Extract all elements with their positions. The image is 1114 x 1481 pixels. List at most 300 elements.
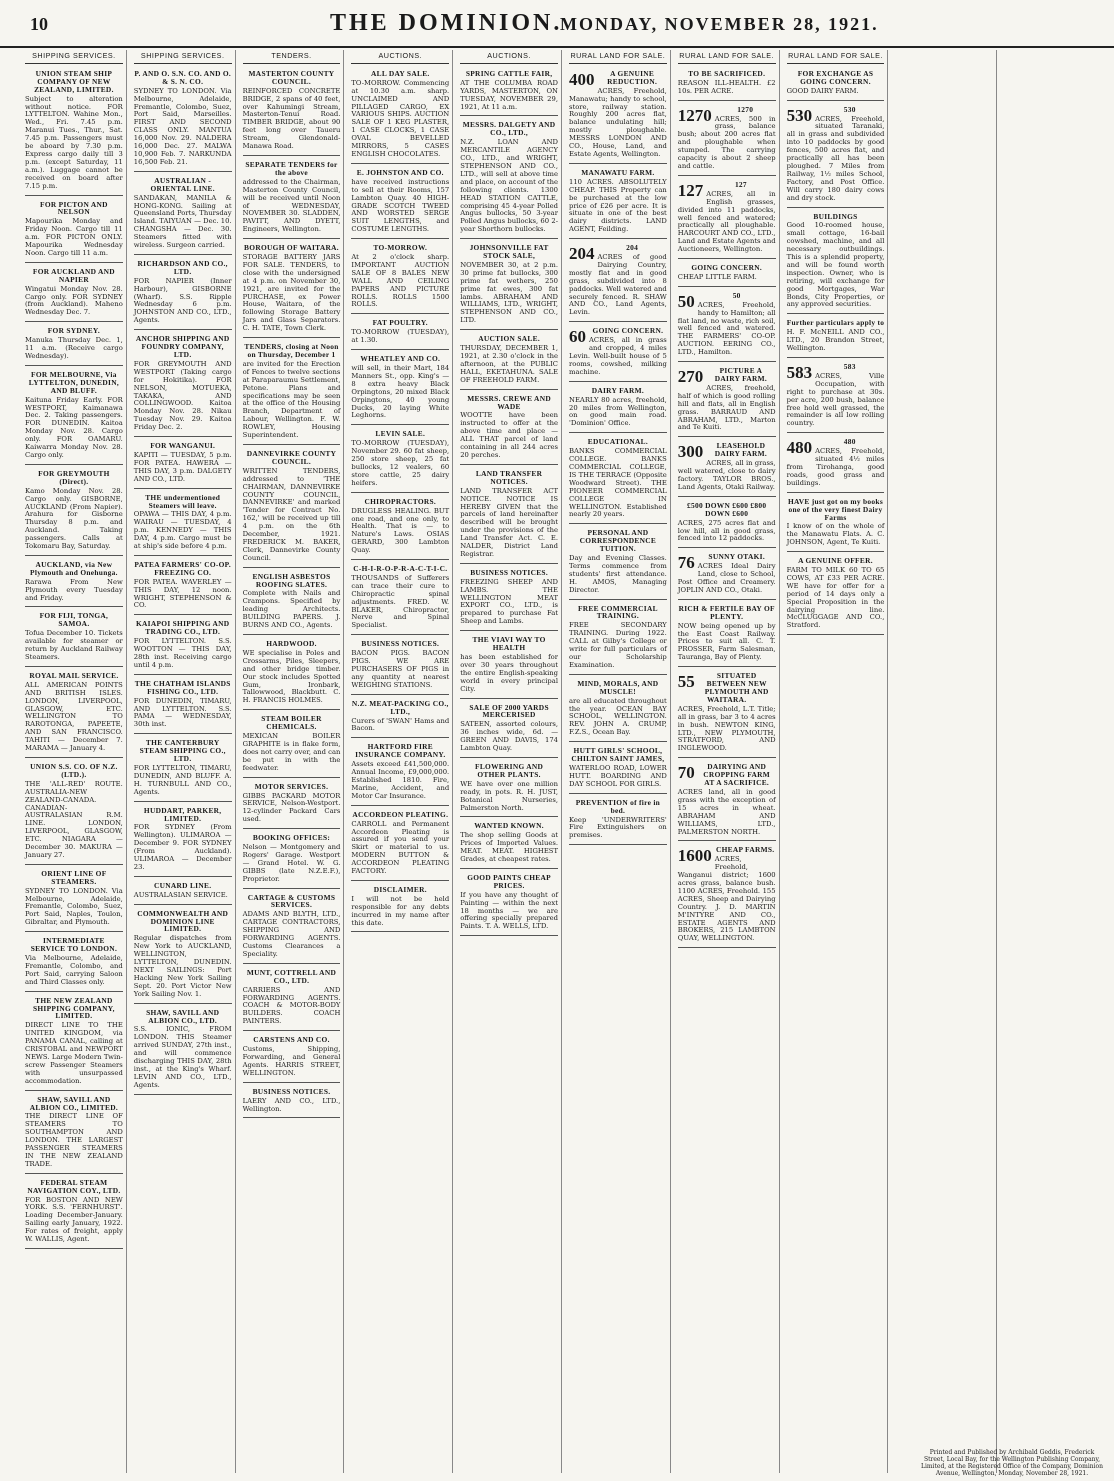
ad-body: Subject to alteration without notice. FOR LYTTELTON. Wahine Mon., Wed., Fri. 7.45 p.m. Maranui Tues., Thur., Sat. 7.45 p.m. Passengers must be aboard by 7.30 p.m. Express cargo daily till 3 p.m. (except Saturday, 11 a.m.). Luggage cannot be received on board after 7.15 p.m.: [25, 94, 123, 190]
ad-title: A GENUINE OFFER.: [798, 556, 873, 566]
advertisement: [351, 697, 449, 739]
ad-title: THE VIAVI WAY TO HEALTH: [472, 635, 546, 653]
ad-body: If you have any thought of Painting — within the next 18 months — we are offering specially prepared Paints. T. A. WELLS, LTD.: [460, 890, 558, 931]
ad-body: REASON ILL-HEALTH. £2 10s. PER ACRE.: [677, 78, 776, 95]
ad-title: COMMONWEALTH AND DOMINION LINE LIMITED.: [137, 908, 229, 934]
advertisement: [134, 804, 232, 877]
ad-title: CARSTENS AND CO.: [253, 1035, 330, 1045]
ad-title: ORIENT LINE OF STEAMERS.: [41, 868, 107, 886]
advertisement: [243, 241, 341, 338]
advertisement: [460, 633, 558, 698]
advertisement: [243, 712, 341, 777]
ad-title: LAND TRANSFER NOTICES.: [475, 468, 543, 486]
ad-lead-number: 583: [786, 363, 813, 382]
ad-title: 480: [843, 437, 856, 447]
issue-date: MONDAY, NOVEMBER 28, 1921.: [560, 14, 879, 34]
advertisement: [460, 118, 558, 239]
ad-body: Curers of 'SWAN' Hams and Bacon.: [351, 716, 450, 733]
advertisement: [460, 566, 558, 631]
advertisement: [243, 1085, 341, 1119]
advertisement: [243, 831, 341, 888]
ad-body: Mapourika Monday and Friday Noon. Cargo till 11 a.m. FOR PICTON ONLY. Mapourika Wednesday Noon. Cargo till 11 a.m.: [25, 217, 123, 257]
column-heading: TENDERS.: [243, 50, 341, 64]
ad-body: I will not be held responsible for any debts incurred in my name after this date.: [351, 894, 450, 927]
advertisement: [569, 67, 667, 164]
ad-title: TO BE SACRIFICED.: [688, 68, 766, 78]
advertisement: [678, 550, 776, 600]
advertisement: [351, 427, 449, 492]
ad-title: GOING CONCERN.: [691, 263, 763, 273]
advertisement: [569, 435, 667, 524]
ad-title: CHIROPRACTORS.: [364, 496, 437, 506]
ad-title: PREVENTION of fire in bed.: [575, 797, 661, 815]
advertisement: [460, 467, 558, 564]
ad-body: addressed to the Chairman, Masterton County Council, will be received until Noon of WEDNESDAY, NOVEMBER 30. SLADDEN, PAVITT, AND DYETT, Engineers, Wellington.: [242, 177, 341, 234]
ad-title: BUSINESS NOTICES.: [361, 639, 440, 649]
newspaper-title: THE DOMINION.: [330, 10, 563, 36]
advertisement: [460, 241, 558, 330]
ad-title: LEVIN SALE.: [375, 429, 426, 439]
ad-body: TO-MORROW. Commencing at 10.30 a.m. sharp. UNCLAIMED AND PILLAGED CARGO, EX VARIOUS SHIPS. AUCTION SALE OF 1 KEG PLASTER, 1 CASE CLOCKS, 1 CASE OVAL BEVELLED MIRRORS, 5 CASES ENGLISH CHOCOLATES.: [351, 78, 450, 158]
ad-body: THOUSANDS of Sufferers can trace their cure to Chiropractic spinal adjustments. FRED. W. BLAKER, Chiropractor, Nerve and Spinal Specialist.: [351, 573, 450, 630]
ad-title: JOHNSONVILLE FAT STOCK SALE,: [469, 243, 549, 261]
ad-body: BANKS COMMERCIAL COLLEGE. BANKS COMMERCIAL COLLEGE, IS THE TERRACE (Opposite Woodward Street). THE PIONEER COMMERCIAL COLLEGE IN WELLINGTON. Established nearly 20 years.: [569, 447, 667, 519]
advertisement: [25, 760, 123, 865]
ad-body: NEARLY 80 acres, freehold, 20 miles from Wellington, on good main road. 'Dominion' Office.: [569, 395, 667, 428]
advertisement: [25, 669, 123, 758]
column-heading: AUCTIONS.: [351, 50, 449, 64]
advertisement: [134, 491, 232, 556]
ad-body: FOR GREYMOUTH AND WESTPORT (Taking cargo for Hokitika). FOR NELSON, MOTUEKA, TAKAKA, AND COLLINGWOOD. Kaitoa Monday Nov. 28. Nikau Tuesday Nov. 29. Kaitoa Friday Dec. 2.: [133, 359, 232, 432]
advertisement: [569, 744, 667, 794]
ad-body: REINFORCED CONCRETE BRIDGE, 2 spans of 40 feet, over Kahumingi Stream, Masterton-Tenui Road. TIMBER BRIDGE, about 90 feet long over Taueru Stream, Glendonald-Manawa Road.: [242, 86, 341, 151]
ad-title: CARTAGE & CUSTOMS SERVICES.: [247, 892, 336, 910]
ad-title: MIND, MORALS, AND MUSCLE!: [577, 678, 659, 696]
ad-body: THE DIRECT LINE OF STEAMERS TO SOUTHAMPTON AND LONDON. THE LARGEST PASSENGER STEAMERS IN THE NEW ZEALAND TRADE.: [25, 1112, 123, 1168]
ad-body: Wingatui Monday Nov. 28. Cargo only. FOR SYDNEY (from Auckland). Maheno Wednesday Dec. 7.: [25, 284, 123, 317]
advertisement: [678, 103, 776, 176]
advertisement: [25, 368, 123, 465]
ad-title: 530: [843, 104, 856, 114]
ad-lead-number: 60: [569, 327, 586, 347]
printer-imprint: Printed and Published by Archibald Geddis, Frederick Street, Local Bay, for the Wellington Publishing Company, Limited, at the Registered Office of the Company, Dominion Avenue, Wellington, Monday, November 28, 1921.: [920, 1449, 1104, 1477]
advertisement: [134, 1006, 232, 1095]
ad-title: N.Z. MEAT-PACKING CO., LTD.,: [351, 698, 449, 716]
ad-lead-number: 204: [569, 244, 595, 264]
column-7: [675, 50, 780, 1473]
ad-body: BACON PIGS. BACON PIGS. WE ARE PURCHASERS OF PIGS in any quantity at nearest WEIGHING STATIONS.: [351, 649, 450, 689]
ad-body: GIBBS PACKARD MOTOR SERVICE, Nelson-Westport. 12-cylinder Packard Cars used.: [242, 791, 341, 824]
advertisement: [25, 994, 123, 1091]
ad-title: HARDWOOD.: [266, 639, 317, 648]
ad-title: SHAW, SAVILL AND ALBION CO., LIMITED.: [29, 1094, 119, 1112]
ad-title: MESSRS. DALGETY AND CO., LTD.,: [462, 120, 556, 138]
advertisement: [351, 808, 449, 881]
ad-body: ACRES, Ville Occupation, with right to purchase at 30s. per acre, 200 bush, balance free hold well grassed, the remainder is all low rolling country.: [786, 371, 885, 428]
ad-lead-number: 270: [677, 367, 704, 387]
ad-title: WHEATLEY AND CO.: [360, 354, 441, 364]
ad-lead-number: 400: [569, 69, 595, 89]
ad-title: HARTFORD FIRE INSURANCE COMPANY.: [355, 742, 446, 760]
advertisement: [25, 265, 123, 322]
ad-title: INTERMEDIATE SERVICE TO LONDON.: [30, 936, 118, 954]
ad-title: MASTERTON COUNTY COUNCIL.: [248, 68, 335, 86]
ad-body: Day and Evening Classes. Terms commence from students' first attendance. H. AMOS, Managing Director.: [569, 554, 667, 594]
advertisement: [25, 558, 123, 608]
ad-title: FOR EXCHANGE AS GOING CONCERN.: [797, 68, 874, 86]
ad-body: Manuka Thursday Dec. 1, 11 a.m. (Receive cargo Wednesday).: [25, 336, 123, 360]
ad-body: ACRES, 500 in grass, balance bush; about 200 acres flat and ploughable when stumped. The carrying capacity is about 2 sheep and cattle.: [677, 114, 776, 170]
advertisement: [460, 392, 558, 465]
advertisement: [243, 637, 341, 710]
advertisement: [134, 879, 232, 905]
ad-lead-number: 300: [677, 442, 704, 462]
ad-title: FAT POULTRY.: [372, 318, 428, 328]
ad-body: S.S. IONIC, FROM LONDON. THIS Steamer arrived SUNDAY, 27th inst., and will commence discharging THIS DAY, 28th inst., at the King's Wharf. LEVIN AND CO., LTD., Agents.: [133, 1025, 232, 1089]
ad-title: FOR SYDNEY.: [47, 326, 101, 336]
ad-title: HAVE just got on my books one of the very finest Dairy Farms: [787, 496, 884, 522]
column-heading: RURAL LAND FOR SALE.: [678, 50, 776, 64]
advertisement: [787, 360, 885, 433]
ad-body: FREE SECONDARY TRAINING. During 1922. CALL at Gilby's College or write for full particulars of our Scholarship Examination.: [569, 621, 667, 669]
ad-title: MUNT, COTTRELL AND CO., LTD.: [246, 967, 337, 985]
ad-body: NOW being opened up by the East Coast Railway. Prices to suit all. C. T. PROSSER, Farm Salesman, Tauranga, Bay of Plenty.: [677, 621, 776, 662]
ad-body: H. F. McNEILL AND CO., LTD., 20 Brandon Street, Wellington.: [786, 328, 885, 353]
ad-body: are invited for the Erection of Fences to twelve sections at Paraparaumu Settlement, Petone. Plans and specifications may be seen at the office of the Housing Branch, Department of Labour, Wellington. F. W. ROWLEY, Housing Superintendent.: [242, 359, 341, 440]
column-heading: SHIPPING SERVICES.: [134, 50, 232, 64]
advertisement: [25, 1176, 123, 1249]
ad-body: will sell, in their Mart, 184 Manners St., opp. King's — 8 extra heavy Black Orpingtons, 20 mixed Black Orpingtons, 40 young Ducks, 20 laying White Leghorns.: [351, 364, 450, 420]
advertisement: [351, 740, 449, 805]
advertisement: [678, 178, 776, 259]
advertisement: [243, 966, 341, 1031]
ad-title: LEASEHOLD DAIRY FARM.: [714, 441, 768, 459]
advertisement: [787, 554, 885, 635]
ad-lead-number: 70: [677, 763, 695, 783]
ad-body: Customs, Shipping, Forwarding, and General Agents. HARRIS STREET, WELLINGTON.: [242, 1045, 341, 1077]
advertisement: [25, 867, 123, 932]
ad-title: UNION S.S. CO. OF N.Z. (LTD.).: [30, 761, 118, 779]
advertisement: [787, 103, 885, 208]
ad-title: GOOD PAINTS CHEAP PRICES.: [467, 872, 551, 890]
ad-lead-number: 50: [677, 291, 695, 311]
ad-body: At 2 o'clock sharp. IMPORTANT AUCTION SALE OF 8 BALES NEW WALL AND CEILING PAPERS AND PICTURE ROLLS. ROLLS 1500 ROLLS.: [351, 253, 450, 309]
ad-title: SITUATED BETWEEN NEW PLYMOUTH AND WAITARA.: [704, 671, 769, 704]
ad-title: TO-MORROW.: [373, 243, 428, 253]
ad-title: FREE COMMERCIAL TRAINING.: [577, 603, 658, 621]
ad-body: ACRES, all in English grasses, divided into 11 paddocks, well fenced and watered; practically all ploughable. HARCOURT AND CO., LTD., Land and Estate Agents and Auctioneers, Wellington.: [677, 189, 776, 254]
advertisement: [678, 843, 776, 948]
ad-lead-number: 1600: [677, 846, 712, 866]
ad-title: FEDERAL STEAM NAVIGATION COY., LTD.: [27, 1177, 121, 1195]
advertisement: [134, 907, 232, 1004]
ad-lead-number: 127: [677, 180, 704, 200]
advertisement: [787, 67, 885, 101]
ad-body: have received instructions to sell at their Rooms, 157 Lambton Quay. 40 HIGH-GRADE SCOTCH TWEED AND WORSTED SERGE SUIT LENGTHS, and COSTUME LENGTHS.: [351, 177, 450, 234]
ad-title: SHAW, SAVILL AND ALBION CO., LTD.: [146, 1007, 220, 1025]
column-9: [892, 50, 997, 1473]
column-heading: AUCTIONS.: [460, 50, 558, 64]
ad-body: THE 'ALL-RED' ROUTE. AUSTRALIA-NEW ZEALAND-CANADA. CANADIAN-AUSTRALASIAN R.M. LINE. LONDON, LIVERPOOL, GLASGOW, ETC. NIAGARA — December 30. MAKURA — January 27.: [25, 779, 123, 859]
advertisement: [460, 332, 558, 389]
ad-title: 127: [734, 179, 747, 189]
advertisement: [25, 609, 123, 666]
ad-body: ACRES, 275 acres flat and low hill, all in good grass, fenced into 12 paddocks.: [677, 518, 776, 543]
advertisement: [678, 364, 776, 437]
advertisement: [351, 316, 449, 350]
ad-body: STORAGE BATTERY JARS FOR SALE. TENDERS, to close with the undersigned at 4 p.m. on November 30, 1921, are invited for the PURCHASE, ex Power House, Waitara, of the following Storage Battery Jars and Glass Separators. C. H. TATE, Town Clerk.: [242, 253, 341, 333]
advertisement: [678, 602, 776, 667]
ad-title: HUTT GIRLS' SCHOOL, CHILTON SAINT JAMES,: [571, 746, 665, 764]
ad-body: KAPITI — TUESDAY, 5 p.m. FOR PATEA. HAWERA — THIS DAY, 3 p.m. DALGETY AND CO., LTD.: [133, 450, 232, 483]
ad-title: FOR WANGANUI.: [150, 441, 216, 451]
ad-title: MOTOR SERVICES.: [254, 781, 329, 791]
ad-title: A GENUINE REDUCTION.: [607, 68, 658, 86]
ad-body: WRITTEN TENDERS, addressed to 'THE CHAIRMAN, DANNEVIRKE COUNTY COUNCIL, DANNEVIRKE' and marked 'Tender for Contract No. 162,' will be received up till 4 p.m. on the 6th December, 1921. FREDERICK M. BAKER, Clerk, Dannevirke County Council.: [242, 466, 341, 562]
ad-body: FOR PATEA. WAVERLEY — THIS DAY, 12 noon. WRIGHT, STEPHENSON & CO.: [133, 577, 232, 610]
ad-title: 204: [626, 243, 639, 253]
ad-body: FARM TO MILK 60 TO 65 COWS, AT £33 PER ACRE. WE have for offer for a period of 14 days only a Special Proposition in the dairying line. McCLUGGAGE AND CO., Stratford.: [786, 566, 885, 630]
column-heading: RURAL LAND FOR SALE.: [787, 50, 885, 64]
ad-title: SUNNY OTAKI.: [708, 552, 765, 562]
ad-title: SEPARATE TENDERS for the above: [245, 159, 338, 177]
advertisement: [569, 602, 667, 675]
ad-body: ADAMS AND BLYTH, LTD., CARTAGE CONTRACTORS, SHIPPING AND FORWARDING AGENTS. Customs Clearances a Speciality.: [242, 910, 341, 958]
ad-body: 110 ACRES. ABSOLUTELY CHEAP. THIS Property can be purchased at the low price of £26 per acre. It is situate in one of the best dairy districts. LAND AGENT, Feilding.: [569, 177, 667, 234]
advertisement: [787, 316, 885, 358]
ad-title: MESSRS. CREWE AND WADE: [467, 393, 551, 411]
ad-title: SPRING CATTLE FAIR,: [465, 68, 553, 78]
column-3: [240, 50, 345, 1473]
ad-body: has been established for over 30 years throughout the entire English-speaking world in every principal City.: [460, 653, 558, 693]
ad-body: NOVEMBER 30, at 2 p.m. 30 prime fat bullocks, 300 prime fat wethers, 250 prime fat ewes, 300 fat lambs. ABRAHAM AND WILLIAMS, LTD., WRIGHT, STEPHENSON AND CO., LTD.: [460, 260, 558, 325]
ad-body: DIRECT LINE TO THE UNITED KINGDOM, via PANAMA CANAL, calling at CRISTOBAL and NEWPORT NEWS. Large Modern Twin-screw Passenger Steamers with unsurpassed accommodation.: [25, 1021, 123, 1085]
advertisement: [351, 562, 449, 635]
ad-body: Via Melbourne, Adelaide, Fremantle, Colombo, and Port Said, carrying Saloon and Third Classes only.: [25, 954, 123, 986]
advertisement: [569, 241, 667, 322]
advertisement: [460, 760, 558, 817]
advertisement: [569, 166, 667, 239]
ad-body: GOOD DAIRY FARM.: [786, 86, 859, 95]
ad-body: LAERY AND CO., LTD., Wellington.: [242, 1096, 341, 1113]
advertisement: [134, 67, 232, 172]
masthead: [0, 0, 1114, 48]
advertisement: [25, 67, 123, 196]
ad-body: FOR DUNEDIN, TIMARU, AND LYTTELTON. S.S. PAMA — WEDNESDAY, 30th inst.: [133, 696, 232, 729]
ad-title: AUCTION SALE.: [478, 334, 540, 344]
advertisement: [678, 499, 776, 549]
advertisement: [678, 261, 776, 287]
ad-body: OPAWA — THIS DAY, 4 p.m. WAIRAU — TUESDAY, 4 p.m. KENNEDY — THIS DAY, 4 p.m. Cargo must be at ship's side before 4 p.m.: [133, 510, 232, 551]
ad-body: CHEAP LITTLE FARM.: [677, 272, 757, 281]
ad-lead-number: 1270: [677, 105, 712, 125]
advertisement: [569, 526, 667, 599]
ad-body: TO-MORROW (TUESDAY), at 1.30.: [351, 328, 450, 345]
advertisement: [243, 780, 341, 830]
ad-title: EDUCATIONAL.: [587, 437, 649, 447]
advertisement: [243, 158, 341, 239]
column-6: [566, 50, 671, 1473]
ad-title: Further particulars apply to: [786, 318, 885, 328]
ad-title: BUSINESS NOTICES.: [470, 567, 548, 577]
ad-title: PERSONAL AND CORRESPONDENCE TUITION.: [579, 528, 657, 554]
ad-title: ACCORDEON PLEATING.: [352, 809, 449, 819]
ad-title: 1270: [737, 104, 754, 114]
ad-body: Complete with Nails and Crampons. Specified by leading Architects. BUILDING PAPERS. J. BURNS AND CO., Agents.: [242, 589, 341, 630]
advertisement: [134, 257, 232, 330]
advertisement: [678, 289, 776, 362]
advertisement: [569, 796, 667, 846]
ad-body: Assets exceed £41,500,000. Annual Income, £9,000,000. Established 1810. Fire, Marine, Accident, and Motor Car Insurance.: [351, 760, 450, 800]
ad-body: AUSTRALASIAN SERVICE.: [133, 890, 228, 899]
advertisement: [351, 883, 449, 933]
ad-title: PATEA FARMERS' CO-OP. FREEZING CO.: [134, 559, 231, 577]
advertisement: [243, 1033, 341, 1083]
advertisement: [243, 340, 341, 445]
advertisement: [134, 736, 232, 801]
ad-body: Kamo Monday Nov. 28. Cargo only. GISBORNE, AUCKLAND (From Napier). Arahura for Gisborne Thursday 8 p.m. and Auckland. Taking passengers. Calls at Tokomaru Bay, Saturday.: [25, 486, 123, 551]
ad-body: N.Z. LOAN AND MERCANTILE AGENCY CO., LTD., and WRIGHT, STEPHENSON AND CO., LTD., will sell at above time and place, on account of the following clients. 1300 HEAD STATION CATTLE, comprising 45 4-year Polled Angus bullocks, 50 3-year Polled Angus bullocks, 60 2-year Shorthorn bullocks.: [460, 138, 558, 234]
advertisement: [25, 324, 123, 366]
ad-title: DISCLAIMER.: [373, 884, 427, 894]
ad-body: SYDNEY TO LONDON. Via Melbourne, Adelaide, Fremantle, Colombo, Suez, Port Said, Naples, Toulon, Gibraltar, and Plymouth.: [25, 886, 123, 927]
advertisement: [351, 352, 449, 425]
ad-title: 583: [843, 362, 856, 371]
ad-body: Kaituna Friday Early. FOR WESTPORT, Kaimanawa Dec. 2. Taking passengers. FOR DUNEDIN. Kaitoa Monday Nov. 28. Cargo only. FOR OAMARU. Kaiwarra Monday Nov. 28. Cargo only.: [25, 395, 123, 459]
advertisement: [134, 677, 232, 734]
ad-title: FOR MELBOURNE, Via LYTTELTON, DUNEDIN, AND BLUFF.: [28, 369, 120, 395]
advertisement: [25, 467, 123, 556]
ad-body: ACRES, all in grass, well watered, close to dairy factory. TAYLOR BROS., Land Agents, Otaki Railway.: [677, 459, 776, 491]
ad-title: ANCHOR SHIPPING AND FOUNDRY COMPANY, LTD.: [135, 334, 230, 359]
advertisement: [134, 332, 232, 437]
advertisement: [351, 495, 449, 560]
ad-title: RICH & FERTILE BAY OF PLENTY.: [678, 603, 775, 621]
ad-title: TENDERS, closing at Noon on Thursday, December 1: [244, 342, 339, 359]
ad-title: STEAM BOILER CHEMICALS.: [261, 714, 322, 732]
advertisement: [134, 558, 232, 615]
ad-title: SALE OF 2000 YARDS MERCERISED: [469, 702, 549, 720]
ad-title: C-H-I-R-O-P-R-A-C-T-I-C.: [353, 564, 448, 574]
ad-body: ACRES, freehold, half of which is good rolling hill and flats, all in English grass. BARRAUD AND ABRAHAM, LTD., Marton and Te Kuiti.: [677, 383, 776, 432]
advertisement: [678, 760, 776, 841]
column-heading: SHIPPING SERVICES.: [25, 50, 123, 64]
advertisement: [569, 324, 667, 381]
ad-title: £500 DOWN £600 £800 DOWN £600: [686, 500, 767, 518]
ad-body: CARROLL and Permanent Accordeon Pleating is assured if you send your Skirt or material to us. MODERN BUTTON & ACCORDEON PLEATING FACTORY.: [351, 819, 450, 876]
ad-title: BUSINESS NOTICES.: [252, 1086, 331, 1096]
ad-body: MEXICAN BOILER GRAPHITE is in flake form, does not carry over, and can be put in with the feedwater.: [242, 732, 341, 772]
ad-body: FOR BOSTON AND NEW YORK. S.S. 'FERNHURST'. Loading December-January. Sailing early January, 1922. For rates of freight, apply W. WALLIS, Agent.: [25, 1195, 123, 1244]
advertisement: [25, 1093, 123, 1174]
ad-title: THE NEW ZEALAND SHIPPING COMPANY, LIMITED.: [32, 995, 115, 1021]
advertisement: [569, 677, 667, 742]
ad-title: CHEAP FARMS.: [715, 845, 775, 855]
column-heading: RURAL LAND FOR SALE.: [569, 50, 667, 64]
ad-title: FOR PICTON AND NELSON: [40, 199, 108, 217]
advertisement: [351, 166, 449, 239]
ad-title: GOING CONCERN.: [592, 326, 664, 336]
ad-title: CUNARD LINE.: [153, 880, 212, 890]
ad-body: Nelson — Montgomery and Rogers' Garage. Westport — Grand Hotel. W. G. GIBBS (late N.Z.E.F.), Proprietor.: [242, 843, 341, 883]
ad-body: Rarawa From New Plymouth every Tuesday and Friday.: [25, 577, 123, 602]
ad-body: Good 10-roomed house, small cottage, 16-bail cowshed, machine, and all necessary outbuildings. This is a splendid property, and will be found worth inspection. Owner, who is retiring, will exchange for good Mortgages, War Bonds, City Properties, or any approved securities.: [786, 221, 885, 309]
ad-body: ACRES, Freehold, situated Taranaki, all in grass and subdivided into 10 paddocks by good fences, 500 acres flat, and practically all has been ploughed. 7 Miles from Railway, 1½ miles School, Factory, and Post Office. Will carry 180 dairy cows and dry stock.: [786, 114, 885, 202]
ad-title: 50: [732, 290, 741, 300]
ad-lead-number: 530: [786, 105, 813, 125]
ad-title: BUILDINGS: [813, 211, 858, 221]
ad-body: FOR LYTTELTON, TIMARU, DUNEDIN, AND BLUFF. A. H. TURNBULL AND CO., Agents.: [133, 763, 232, 796]
ad-title: P. AND O. S.N. CO. AND O. & S. N. CO.: [134, 68, 232, 86]
ad-lead-number: 76: [677, 553, 695, 573]
ad-title: KAIAPOI SHIPPING AND TRADING CO., LTD.: [135, 619, 230, 637]
ad-body: FOR NAPIER (Inner Harbour), GISBORNE (Wharf). S.S. Ripple Wednesday 6 p.m. JOHNSTON AND CO., LTD., Agents.: [133, 276, 232, 325]
ad-body: SATEEN, assorted colours, 36 inches wide, 6d. — GREEN AND DAVIS, 174 Lambton Quay.: [460, 720, 558, 753]
advertisement: [787, 435, 885, 492]
column-5: [457, 50, 562, 1473]
ad-body: ACRES, Freehold, situated 4½ miles from Tirohanga, good roads, good grass and buildings.: [786, 447, 885, 487]
ad-body: The shop selling Goods at Prices of Imported Values. MEAT. MEAT. HIGHEST Grades, at cheapest rates.: [460, 831, 558, 864]
ad-title: BOOKING OFFICES:: [252, 833, 331, 843]
column-1: [22, 50, 127, 1473]
advertisement: [351, 241, 449, 314]
ad-body: CARRIERS AND FORWARDING AGENTS. COACH & MOTOR-BODY BUILDERS. COACH PAINTERS.: [242, 985, 341, 1026]
advertisement: [678, 439, 776, 496]
ad-title: AUCKLAND, via New Plymouth and Onehunga.: [30, 559, 118, 577]
ad-body: I know of on the whole of the Manawatu Flats. A. C. JOHNSON, Agent, Te Kuiti.: [786, 522, 885, 547]
ad-title: AUSTRALIAN - ORIENTAL LINE.: [150, 175, 215, 193]
ad-title: MANAWATU FARM.: [581, 167, 655, 177]
ad-body: ACRES Ideal Dairy Land, close to School, Post Office and Creamery. JOPLIN AND CO., Otaki.: [677, 562, 776, 594]
ad-title: DAIRYING AND CROPPING FARM AT A SACRIFICE.: [703, 762, 771, 788]
ad-body: ALL AMERICAN POINTS AND BRITISH ISLES. LONDON, LIVERPOOL, GLASGOW, ETC. WELLINGTON TO RAROTONGA, PAPEETE, AND SAN FRANCISCO. TAHITI — December 7. MARAMA — January 4.: [25, 680, 123, 753]
ad-title: FOR AUCKLAND AND NAPIER: [32, 266, 115, 284]
ad-body: WE have over one million ready, in pots. R. H. JUST, Botanical Nurseries, Palmerston North.: [460, 779, 558, 812]
advertisement: [25, 198, 123, 263]
ad-body: SANDAKAN, MANILA & HONG-KONG. Sailing at Queensland Ports, Thursday Island. TAIYUAN — Dec. 10. CHANGSHA — Dec. 30. Steamers fitted with wireless. Surgeon carried.: [133, 193, 232, 250]
ad-title: UNION STEAM SHIP COMPANY OF NEW ZEALAND, LIMITED.: [34, 68, 114, 94]
advertisement: [351, 67, 449, 164]
ad-body: Keep 'UNDERWRITERS' Fire Extinguishers on premises.: [569, 815, 667, 840]
ad-body: DRUGLESS HEALING. BUT one road, and one only, to Health. That is — to Nature's Laws. OSIAS GERARD, 300 Lambton Quay.: [351, 506, 450, 555]
column-4: [348, 50, 453, 1473]
ad-title: E. JOHNSTON AND CO.: [356, 167, 444, 177]
ad-title: FOR GREYMOUTH (Direct).: [38, 468, 110, 486]
advertisement: [460, 701, 558, 758]
ad-title: ROYAL MAIL SERVICE.: [29, 670, 119, 680]
ad-body: FOR SYDNEY (From Wellington). ULIMAROA — December 9. FOR SYDNEY (From Auckland). ULIMAROA — December 23.: [133, 823, 232, 871]
ad-title: FLOWERING AND OTHER PLANTS.: [475, 761, 544, 779]
column-10: [1001, 50, 1106, 1473]
ad-body: FREEZING SHEEP AND LAMBS. THE WELLINGTON MEAT EXPORT CO., LTD., is prepared to purchase Fat Sheep and Lambs.: [460, 577, 558, 626]
ad-title: THE undermentioned Steamers will leave.: [145, 492, 221, 510]
ad-body: ACRES land, all in good grass with the exception of 15 acres in wheat. ABRAHAM AND WILLIAMS, LTD., PALMERSTON NORTH.: [677, 787, 776, 836]
advertisement: [243, 891, 341, 964]
advertisement: [243, 570, 341, 635]
advertisement: [787, 495, 885, 552]
advertisement: [25, 934, 123, 991]
ad-body: FOR LYTTELTON. S.S. WOOTTON — THIS DAY, 28th inst. Receiving cargo until 4 p.m.: [133, 637, 232, 669]
column-8: [784, 50, 889, 1473]
advertisement: [460, 819, 558, 869]
advertisement: [134, 174, 232, 255]
ad-title: WANTED KNOWN.: [474, 821, 544, 831]
advertisement: [243, 67, 341, 156]
ad-body: THURSDAY, DECEMBER 1, 1921, at 2.30 o'clock in the afternoon, at the PUBLIC HALL, EKETAHUNA. SALE OF FREEHOLD FARM.: [460, 344, 558, 384]
ad-title: RICHARDSON AND CO., LTD.: [137, 258, 228, 276]
ad-title: FOR FIJI, TONGA, SAMOA.: [39, 611, 109, 629]
advertisement: [787, 210, 885, 315]
